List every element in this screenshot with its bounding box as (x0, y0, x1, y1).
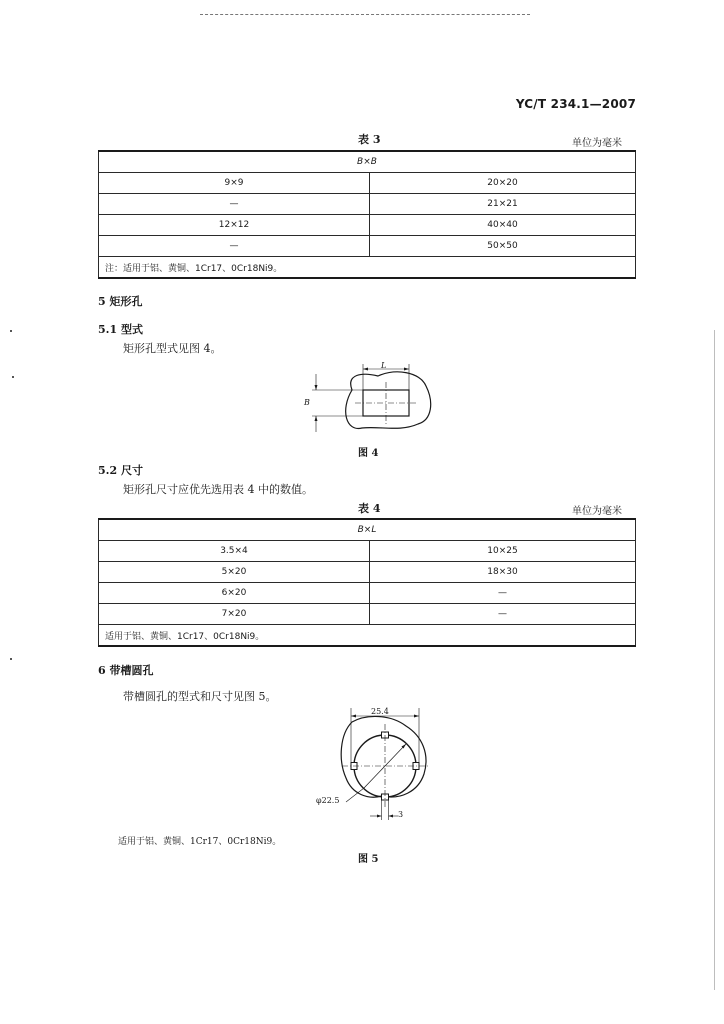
section52-text: 矩形孔尺寸应优先选用表 4 中的数值。 (123, 483, 313, 496)
table-cell: — (370, 583, 636, 604)
figure5-caption: 图 5 (358, 854, 379, 865)
scan-artifact-line (200, 14, 530, 19)
table-cell: 12×12 (99, 215, 370, 236)
table-cell: 21×21 (370, 194, 636, 215)
figure5-note: 适用于铝、黄铜、1Cr17、0Cr18Ni9。 (118, 837, 282, 847)
table-cell: 9×9 (99, 173, 370, 194)
table-cell: 20×20 (370, 173, 636, 194)
figure4-label-B: B (304, 398, 310, 407)
table-cell: 3.5×4 (99, 541, 370, 562)
table-cell: 10×25 (370, 541, 636, 562)
figure4-caption: 图 4 (358, 448, 379, 459)
table-cell: — (99, 236, 370, 257)
table-cell: — (99, 194, 370, 215)
table3-header: B×B (99, 151, 636, 173)
figure5-dim-top: 25.4 (371, 707, 389, 716)
section6-heading: 6 带槽圆孔 (98, 664, 154, 677)
scan-speck (10, 658, 12, 660)
table4-caption: 表 4 (358, 502, 381, 515)
figure5-dim-diameter: φ22.5 (316, 796, 340, 805)
table4-header: B×L (99, 519, 636, 541)
table4 (98, 518, 636, 647)
section51-heading: 5.1 型式 (98, 323, 143, 336)
scan-speck (12, 376, 14, 378)
table3 (98, 150, 636, 279)
figure4-label-L: L (381, 361, 387, 370)
section5-heading: 5 矩形孔 (98, 295, 143, 308)
table-cell: 6×20 (99, 583, 370, 604)
table-cell: — (370, 604, 636, 625)
section51-text: 矩形孔型式见图 4。 (123, 342, 222, 355)
scan-edge-line (714, 330, 715, 990)
section52-heading: 5.2 尺寸 (98, 464, 143, 477)
table3-unit: 单位为毫米 (572, 138, 622, 149)
table-cell: 40×40 (370, 215, 636, 236)
figure4-drawing (300, 362, 440, 440)
table-cell: 7×20 (99, 604, 370, 625)
figure5-drawing (306, 704, 436, 824)
table-cell: 18×30 (370, 562, 636, 583)
scan-speck (10, 330, 12, 332)
figure5-dim-slot: 3 (398, 810, 404, 819)
table-cell: 50×50 (370, 236, 636, 257)
table-cell: 5×20 (99, 562, 370, 583)
table3-caption: 表 3 (358, 133, 381, 146)
table3-note: 注：适用于铝、黄铜、1Cr17、0Cr18Ni9。 (99, 257, 636, 279)
table4-unit: 单位为毫米 (572, 506, 622, 517)
standard-number: YC/T 234.1—2007 (515, 97, 636, 111)
table4-note: 适用于铝、黄铜、1Cr17、0Cr18Ni9。 (99, 625, 636, 647)
section6-text: 带槽圆孔的型式和尺寸见图 5。 (123, 690, 277, 703)
